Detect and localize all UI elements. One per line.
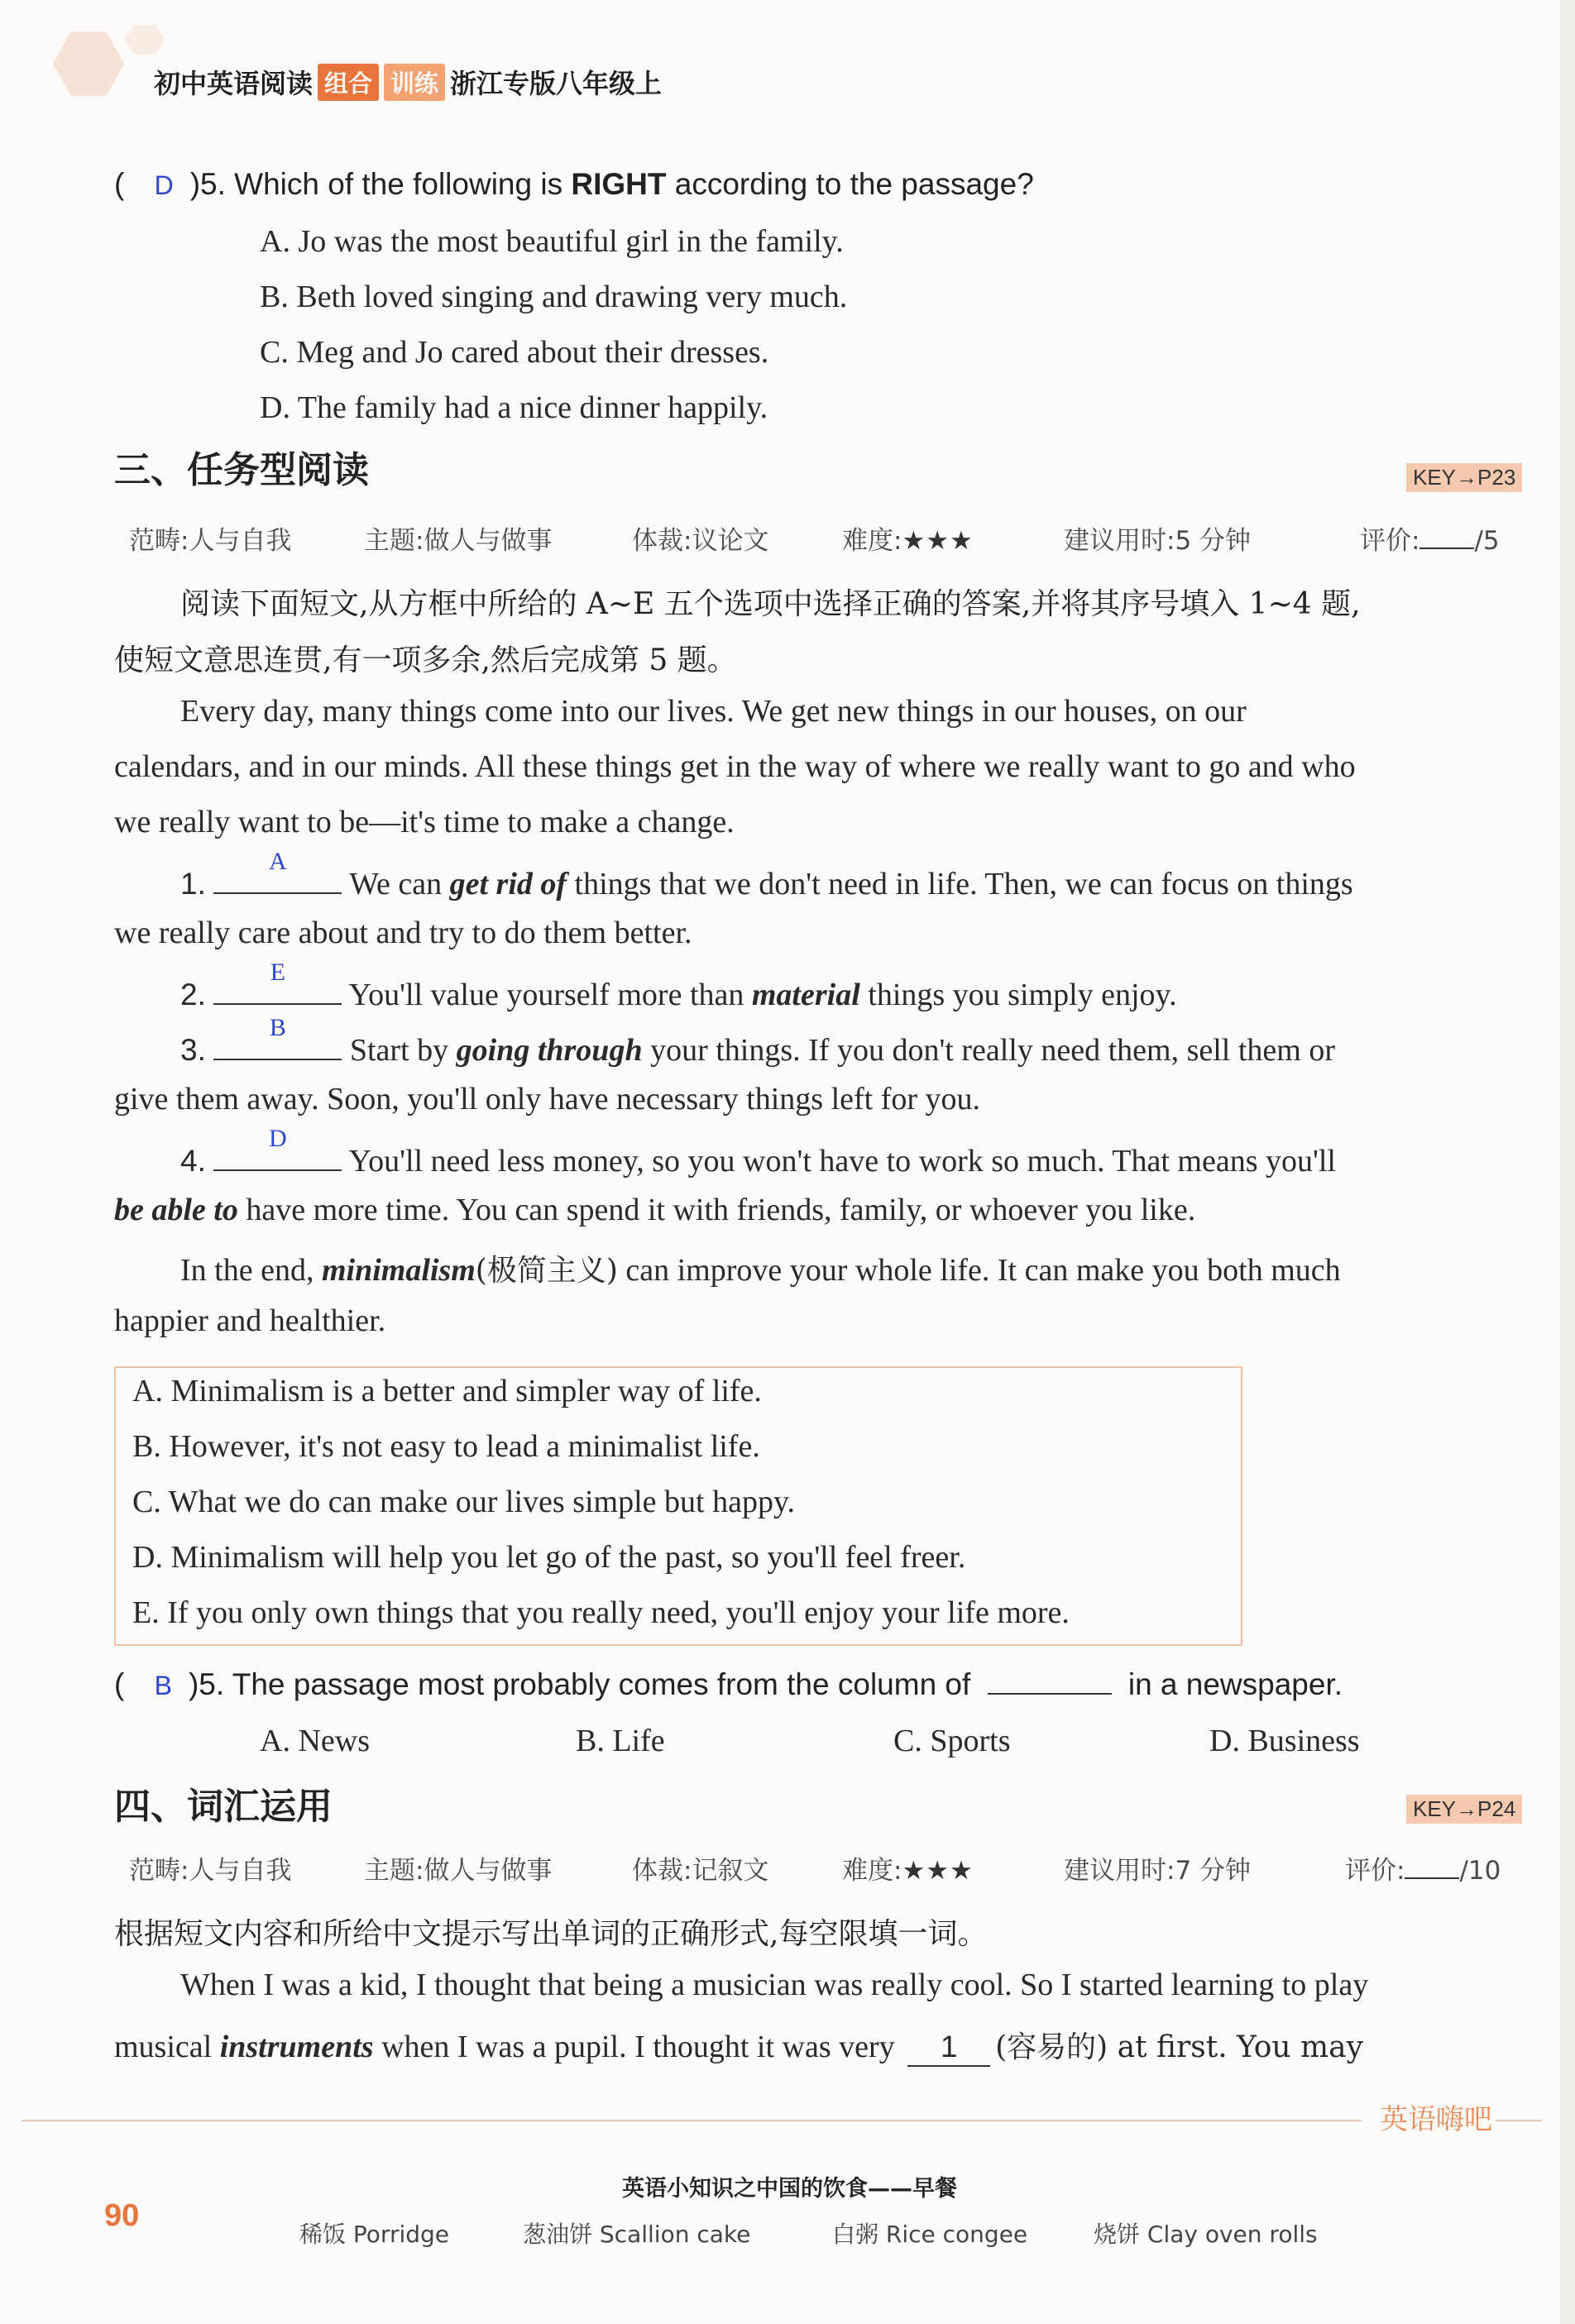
section4-theme: 主题:做人与做事 — [364, 1856, 553, 1886]
ending-pre: In the end, — [180, 1253, 322, 1288]
item-2-post: things you simply enjoy. — [859, 978, 1177, 1012]
difficulty-stars: ★★★ — [902, 1856, 974, 1886]
intro-line2: calendars, and in our minds. All these things get in the way of where we really want to go and who — [114, 749, 1356, 784]
q5-option-c: C. Sports — [893, 1724, 1011, 1758]
section4-title: 四、词汇运用 — [114, 1786, 333, 1828]
item-4-answer: D — [269, 1125, 287, 1152]
prev-q5-option-d: D. The family had a nice dinner happily. — [260, 390, 768, 425]
prev-q5-option-a: A. Jo was the most beautiful girl in the family. — [260, 224, 844, 259]
item-2-number: 2. — [180, 978, 206, 1011]
section3-theme: 主题:做人与做事 — [364, 526, 553, 556]
prev-q5-stem — [114, 167, 1034, 202]
section3-instructions-l1: 阅读下面短文,从方框中所给的 A~E 五个选项中选择正确的答案,并将其序号填入 1~4 题, — [180, 587, 1361, 621]
intro-line1: Every day, many things come into our lives. We get new things in our houses, on our — [180, 694, 1247, 729]
page-edge — [1560, 0, 1575, 2324]
section3-time: 建议用时:5 分钟 — [1064, 526, 1252, 556]
q5-stem-post: in a newspaper. — [1127, 1667, 1343, 1701]
vocab-blank-1-number: 1 — [940, 2030, 958, 2063]
item-1-line2: we really care about and try to do them better. — [114, 916, 692, 950]
para-post: (容易的) at first. You may — [995, 2030, 1363, 2064]
section3-title: 三、任务型阅读 — [114, 449, 369, 491]
box-option-e: E. If you only own things that you really need, you'll enjoy your life more. — [132, 1595, 1070, 1630]
para-bold: instruments — [219, 2030, 374, 2064]
prev-q5-stem-bold: RIGHT — [571, 167, 667, 201]
item-4-pre: You'll need less money, so you won't have to work so much. That means you'll — [348, 1144, 1336, 1179]
vocab-blank-1[interactable] — [907, 2029, 990, 2067]
item-1-post: things that we don't need in life. Then, we can focus on things — [567, 867, 1353, 901]
prev-q5-stem-prefix: )5. Which of the following is — [189, 167, 572, 201]
q5-paren: ( — [114, 1667, 125, 1701]
book-title — [154, 63, 662, 101]
book-name: 初中英语阅读 — [154, 68, 314, 99]
intro-line3: we really want to be—it's time to make a change. — [114, 805, 735, 839]
item-1 — [180, 848, 1353, 902]
item-2 — [180, 959, 1177, 1013]
section4-instructions: 根据短文内容和所给中文提示写出单词的正确形式,每空限填一词。 — [114, 1917, 988, 1951]
footer-divider — [22, 2120, 1362, 2121]
brand-label: 英语嗨吧 — [1380, 2103, 1492, 2136]
section4-key: KEY→P24 — [1406, 1795, 1522, 1824]
q5-blank[interactable] — [988, 1693, 1112, 1695]
q5-option-a: A. News — [260, 1724, 370, 1758]
item-3-answer: B — [269, 1014, 286, 1041]
item-2-answer: E — [270, 959, 286, 986]
item-4 — [180, 1125, 1336, 1179]
item-3 — [180, 1014, 1335, 1069]
ending-line1 — [180, 1247, 1341, 1289]
item-4-line2-text: have more time. You can spend it with friends, family, or whoever you like. — [237, 1193, 1196, 1227]
q5-option-d: D. Business — [1209, 1724, 1360, 1758]
score-label: 评价: — [1345, 1856, 1405, 1886]
q5-answer: B — [154, 1671, 172, 1700]
item-3-bold: going through — [456, 1033, 643, 1068]
score-total: /5 — [1474, 526, 1500, 556]
section4-score — [1345, 1849, 1501, 1886]
item-4-blank[interactable] — [213, 1125, 342, 1171]
score-label: 评价: — [1360, 526, 1420, 556]
footer-divider-right — [1496, 2120, 1541, 2121]
item-1-number: 1. — [180, 867, 206, 901]
tip-item-scallion-cake: 葱油饼 Scallion cake — [523, 2221, 751, 2248]
q5-option-b: B. Life — [576, 1724, 665, 1758]
section3-score — [1360, 519, 1500, 557]
box-option-d: D. Minimalism will help you let go of the past, so you'll feel freer. — [132, 1540, 966, 1575]
section4-scope: 范畴:人与自我 — [129, 1856, 292, 1886]
item-4-line2-bold: be able to — [114, 1193, 238, 1227]
item-3-pre: Start by — [349, 1033, 457, 1068]
box-option-c: C. What we do can make our lives simple but happy. — [132, 1485, 795, 1519]
q5-stem-pre: )5. The passage most probably comes from the column of — [188, 1667, 971, 1701]
section4-para-line2 — [114, 2024, 1363, 2067]
hexagon-decoration-icon — [53, 28, 124, 99]
difficulty-label: 难度: — [842, 526, 902, 556]
page-number: 90 — [104, 2198, 140, 2233]
score-blank[interactable] — [1419, 548, 1474, 549]
item-2-blank[interactable] — [213, 959, 342, 1005]
edition: 浙江专版八年级上 — [450, 68, 663, 99]
prev-q5-answer: D — [154, 170, 174, 200]
item-4-line2 — [114, 1192, 1195, 1228]
item-2-pre: You'll value yourself more than — [348, 978, 752, 1012]
para-mid: when I was a pupil. I thought it was very — [373, 2030, 895, 2064]
tip-title: 英语小知识之中国的饮食——早餐 — [622, 2176, 957, 2202]
tip-item-rice-congee: 白粥 Rice congee — [832, 2221, 1028, 2248]
ending-line2: happier and healthier. — [114, 1303, 386, 1338]
prev-q5-option-b: B. Beth loved singing and drawing very much. — [260, 280, 848, 314]
para-pre: musical — [114, 2030, 220, 2064]
item-1-blank[interactable] — [213, 848, 342, 894]
difficulty-stars: ★★★ — [902, 526, 974, 556]
item-4-number: 4. — [180, 1144, 206, 1178]
page-header — [50, 23, 1539, 98]
badge-combo: 组合 — [318, 64, 379, 101]
prev-q5-option-c: C. Meg and Jo cared about their dresses. — [260, 335, 769, 370]
item-1-bold: get rid of — [449, 867, 567, 901]
tip-item-clay-oven-rolls: 烧饼 Clay oven rolls — [1094, 2221, 1318, 2248]
difficulty-label: 难度: — [842, 1856, 902, 1886]
badge-training: 训练 — [384, 64, 445, 101]
prev-q5-stem-suffix: according to the passage? — [666, 167, 1034, 201]
section3-instructions-l2: 使短文意思连贯,有一项多余,然后完成第 5 题。 — [114, 643, 737, 677]
section4-difficulty — [842, 1849, 974, 1886]
item-1-answer: A — [269, 848, 287, 875]
section3-difficulty — [842, 519, 974, 557]
section4-genre: 体裁:记叙文 — [632, 1856, 769, 1886]
section3-scope: 范畴:人与自我 — [129, 526, 292, 556]
item-3-blank[interactable] — [213, 1014, 342, 1060]
section4-time: 建议用时:7 分钟 — [1064, 1856, 1252, 1886]
item-3-line2: give them away. Soon, you'll only have necessary things left for you. — [114, 1082, 981, 1117]
ending-post: can improve your whole life. It can make you both much — [617, 1253, 1341, 1288]
item-1-pre: We can — [349, 867, 450, 901]
ending-cn: (极简主义) — [475, 1254, 618, 1288]
tip-item-porridge: 稀饭 Porridge — [299, 2221, 450, 2248]
score-blank[interactable] — [1405, 1877, 1459, 1879]
prev-q5-paren: ( — [114, 167, 125, 201]
box-option-b: B. However, it's not easy to lead a minimalist life. — [132, 1429, 760, 1464]
score-total: /10 — [1459, 1856, 1501, 1886]
item-3-number: 3. — [180, 1033, 206, 1067]
section3-key: KEY→P23 — [1406, 463, 1522, 492]
hexagon-decoration-small-icon — [124, 23, 165, 56]
section3-genre: 体裁:议论文 — [632, 526, 769, 556]
item-3-post: your things. If you don't really need them, sell them or — [642, 1033, 1335, 1068]
section4-para-line1: When I was a kid, I thought that being a musician was really cool. So I started learning to play — [180, 1968, 1369, 2002]
ending-bold: minimalism — [321, 1253, 476, 1288]
section3-q5-stem — [114, 1667, 1343, 1702]
item-2-bold: material — [751, 978, 860, 1012]
box-option-a: A. Minimalism is a better and simpler way of life. — [132, 1374, 762, 1408]
